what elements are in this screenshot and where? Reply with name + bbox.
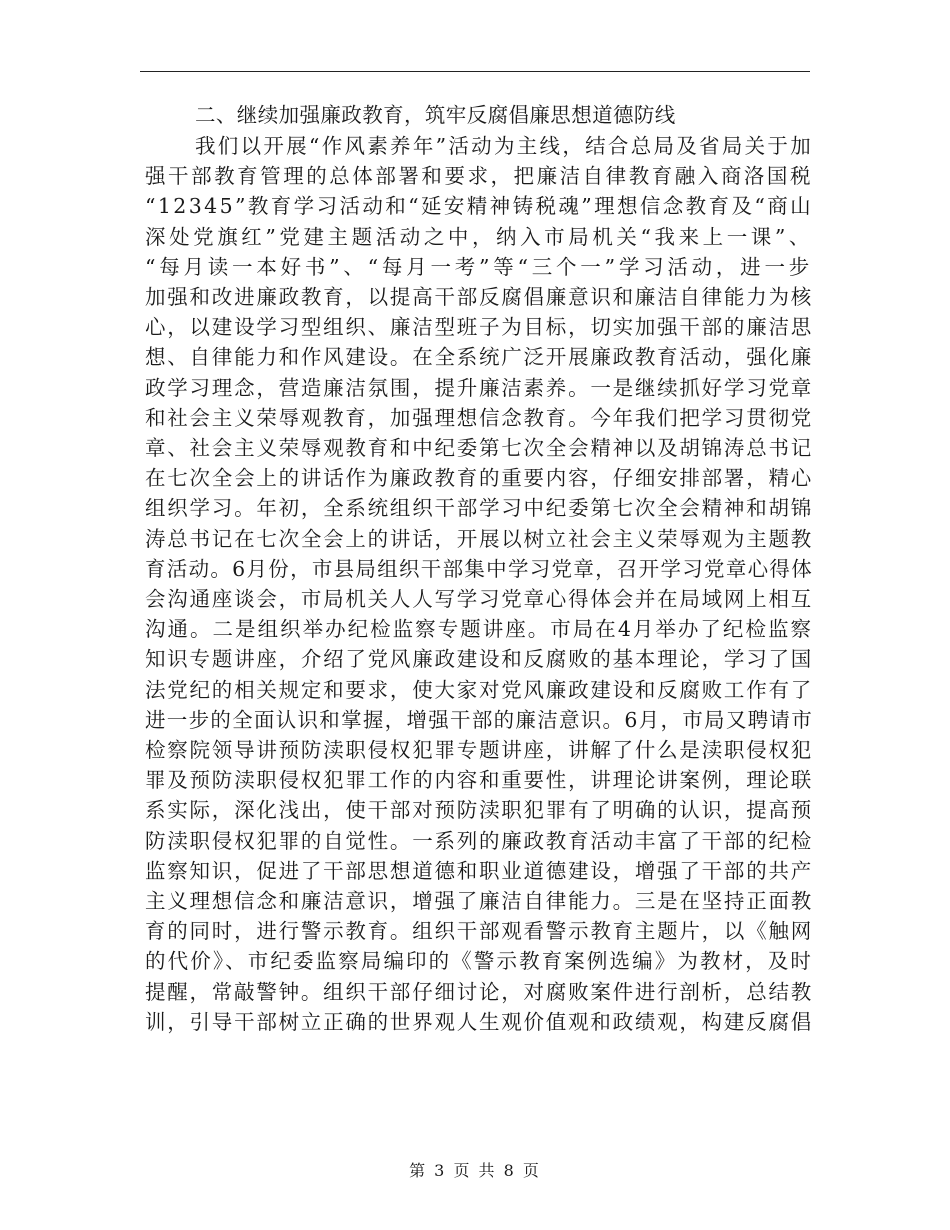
paragraph-line: 加强和改进廉政教育，以提高干部反腐倡廉意识和廉洁自律能力为核	[145, 285, 813, 310]
paragraph-line: 我们以开展“作风素养年”活动为主线，结合总局及省局关于加	[195, 134, 813, 158]
paragraph-line: 防渎职侵权犯罪的自觉性。一系列的廉政教育活动丰富了干部的纪检	[145, 828, 813, 853]
paragraph-line: 深处党旗红”党建主题活动之中，纳入市局机关“我来上一课”、	[145, 224, 813, 249]
paragraph-line: 想、自律能力和作风建设。在全系统广泛开展廉政教育活动，强化廉	[145, 345, 813, 370]
paragraph-line: 涛总书记在七次全会上的讲话，开展以树立社会主义荣辱观为主题教	[145, 526, 813, 551]
paragraph-line: 罪及预防渎职侵权犯罪工作的内容和重要性，讲理论讲案例，理论联	[145, 768, 813, 793]
paragraph-line: “每月读一本好书”、“每月一考”等“三个一”学习活动，进一步	[145, 254, 813, 279]
paragraph-line: 沟通。二是组织举办纪检监察专题讲座。市局在4月举办了纪检监察	[145, 617, 813, 642]
paragraph-line: 提醒，常敲警钟。组织干部仔细讨论，对腐败案件进行剖析，总结教	[145, 979, 813, 1004]
paragraph-line: 心，以建设学习型组织、廉洁型班子为目标，切实加强干部的廉洁思	[145, 315, 813, 340]
paragraph-line: 法党纪的相关规定和要求，使大家对党风廉政建设和反腐败工作有了	[145, 677, 813, 702]
page-footer: 第 3 页 共 8 页	[409, 1161, 541, 1180]
paragraph-line: 检察院领导讲预防渎职侵权犯罪专题讲座，讲解了什么是渎职侵权犯	[145, 738, 813, 763]
header-rule	[140, 71, 810, 72]
paragraph-line: 政学习理念，营造廉洁氛围，提升廉洁素养。一是继续抓好学习党章	[145, 375, 813, 400]
paragraph-line: 系实际，深化浅出，使干部对预防渎职犯罪有了明确的认识，提高预	[145, 798, 813, 823]
paragraph-line: 章、社会主义荣辱观教育和中纪委第七次全会精神以及胡锦涛总书记	[145, 436, 813, 461]
paragraph-line: 育的同时，进行警示教育。组织干部观看警示教育主题片，以《触网	[145, 919, 813, 944]
paragraph-line: 育活动。6月份，市县局组织干部集中学习党章，召开学习党章心得体	[145, 556, 813, 581]
paragraph-line: 知识专题讲座，介绍了党风廉政建设和反腐败的基本理论，学习了国	[145, 647, 813, 672]
paragraph-line: 在七次全会上的讲话作为廉政教育的重要内容，仔细安排部署，精心	[145, 466, 813, 491]
paragraph-line: 和社会主义荣辱观教育，加强理想信念教育。今年我们把学习贯彻党	[145, 405, 813, 430]
paragraph-line: 强干部教育管理的总体部署和要求，把廉洁自律教育融入商洛国税	[145, 164, 813, 189]
paragraph-line: 训，引导干部树立正确的世界观人生观价值观和政绩观，构建反腐倡	[145, 1009, 813, 1034]
paragraph-line: 进一步的全面认识和掌握，增强干部的廉洁意识。6月，市局又聘请市	[145, 707, 813, 732]
paragraph-line: 监察知识，促进了干部思想道德和职业道德建设，增强了干部的共产	[145, 858, 813, 883]
paragraph-line: “12345”教育学习活动和“延安精神铸税魂”理想信念教育及“商山	[145, 194, 813, 219]
paragraph-line: 的代价》、市纪委监察局编印的《警示教育案例选编》为教材，及时	[145, 949, 813, 974]
section-heading: 二、继续加强廉政教育，筑牢反腐倡廉思想道德防线	[195, 103, 676, 127]
document-body	[145, 100, 813, 1037]
paragraph	[145, 131, 813, 1037]
paragraph-line: 组织学习。年初，全系统组织干部学习中纪委第七次全会精神和胡锦	[145, 496, 813, 521]
paragraph-line: 会沟通座谈会，市局机关人人写学习党章心得体会并在局域网上相互	[145, 587, 813, 612]
paragraph-line: 主义理想信念和廉洁意识，增强了廉洁自律能力。三是在坚持正面教	[145, 889, 813, 914]
